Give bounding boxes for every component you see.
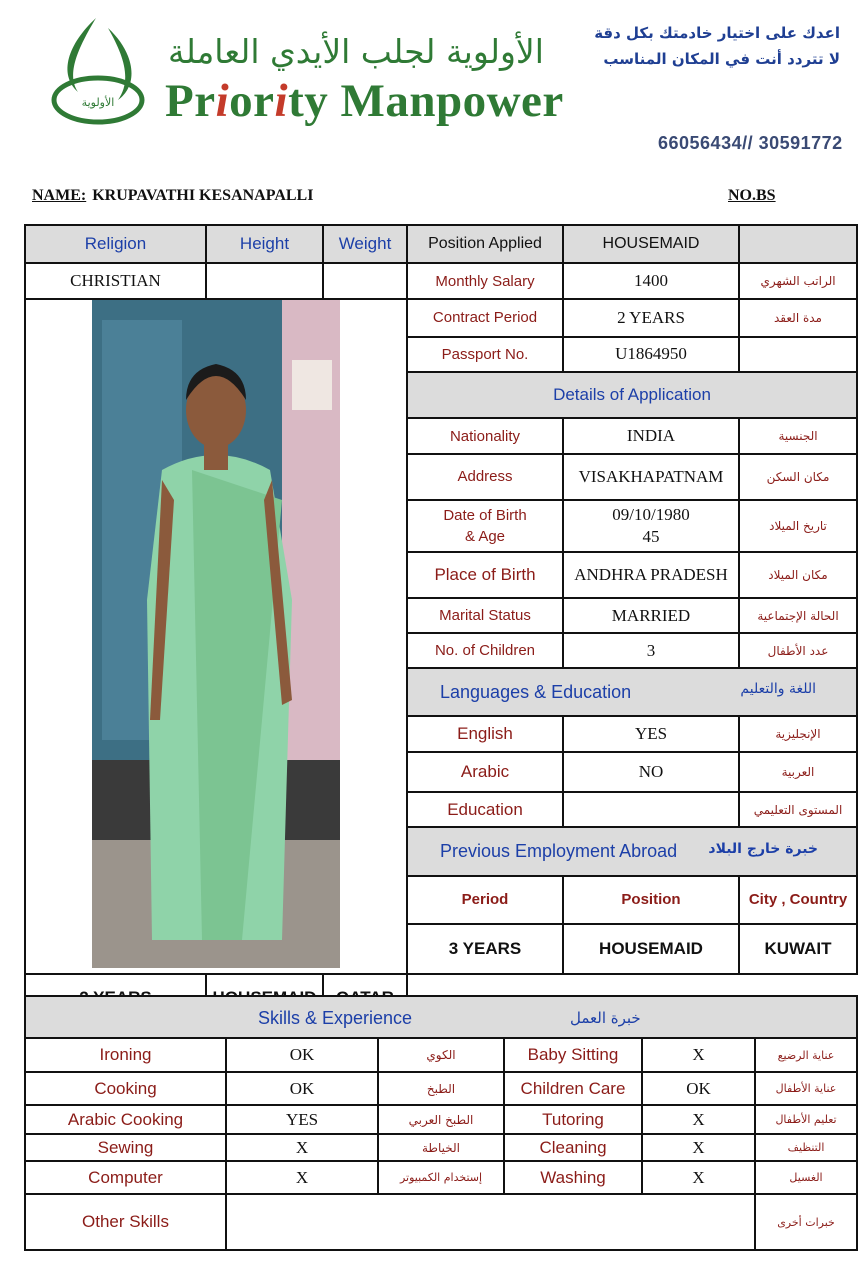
skill-row-value: OK xyxy=(226,1072,378,1105)
nationality-label: Nationality xyxy=(407,418,563,454)
employment-row: KUWAIT xyxy=(739,924,857,974)
english-label: English xyxy=(407,716,563,752)
skill-row-label: Children Care xyxy=(504,1072,642,1105)
weight-header: Weight xyxy=(323,225,407,263)
height-header: Height xyxy=(206,225,323,263)
period-column-header: Period xyxy=(407,876,563,924)
contract-label: Contract Period xyxy=(407,299,563,337)
skill-row-arabic: عناية الرضيع xyxy=(755,1038,857,1072)
applicant-name: NAME: KRUPAVATHI KESANAPALLI xyxy=(32,187,314,204)
application-table xyxy=(24,224,858,1022)
skill-row-arabic: التنظيف xyxy=(755,1134,857,1161)
skill-row-value: X xyxy=(642,1161,755,1194)
reference-label: NO.BS xyxy=(728,187,776,204)
marital-label: Marital Status xyxy=(407,598,563,633)
skills-table xyxy=(24,995,858,1251)
religion-value: CHRISTIAN xyxy=(25,263,206,299)
weight-value xyxy=(323,263,407,299)
english-value: YES xyxy=(563,716,739,752)
skill-row-value: OK xyxy=(226,1038,378,1072)
marital-label-arabic: الحالة الإجتماعية xyxy=(739,598,857,633)
logo-text: الأولوية xyxy=(81,96,115,109)
brand-name-arabic: الأولوية لجلب الأيدي العاملة xyxy=(168,32,544,71)
religion-header: Religion xyxy=(25,225,206,263)
position-column-header: Position xyxy=(563,876,739,924)
salary-label: Monthly Salary xyxy=(407,263,563,299)
education-label-arabic: المستوى التعليمي xyxy=(739,792,857,828)
skill-row-label: Computer xyxy=(25,1161,226,1194)
address-value: VISAKHAPATNAM xyxy=(563,454,739,500)
skill-row-arabic: الغسيل xyxy=(755,1161,857,1194)
brand-name-english: Priority Manpower xyxy=(165,75,564,127)
skill-row-label: Arabic Cooking xyxy=(25,1105,226,1134)
skill-row-arabic: الخياطة xyxy=(378,1134,504,1161)
languages-section-title: Languages & Education اللغة والتعليم xyxy=(407,668,857,716)
company-logo xyxy=(48,14,148,126)
location-column-header: City , Country xyxy=(739,876,857,924)
education-value xyxy=(563,792,739,828)
skill-row-label: Cleaning xyxy=(504,1134,642,1161)
skill-row-value: YES xyxy=(226,1105,378,1134)
nationality-label-arabic: الجنسية xyxy=(739,418,857,454)
skill-row-value: X xyxy=(642,1134,755,1161)
employment-row: HOUSEMAID xyxy=(563,924,739,974)
dob-label: Date of Birth & Age xyxy=(407,500,563,552)
skill-row-arabic: إستخدام الكمبيوتر xyxy=(378,1161,504,1194)
address-label-arabic: مكان السكن xyxy=(739,454,857,500)
skill-row-value: X xyxy=(642,1105,755,1134)
photo-cell xyxy=(25,299,407,974)
slogan: اعدك على اختيار خادمتك بكل دقة لا تتردد أنت في المكان المناسب xyxy=(594,24,840,68)
height-value xyxy=(206,263,323,299)
skills-section-title: Skills & Experience خبرة العمل xyxy=(25,996,857,1038)
skill-row-label: Washing xyxy=(504,1161,642,1194)
salary-label-arabic: الراتب الشهري xyxy=(739,263,857,299)
pob-label-arabic: مكان الميلاد xyxy=(739,552,857,598)
passport-label: Passport No. xyxy=(407,337,563,373)
english-label-arabic: الإنجليزية xyxy=(739,716,857,752)
skill-row-label: Baby Sitting xyxy=(504,1038,642,1072)
marital-value: MARRIED xyxy=(563,598,739,633)
education-label: Education xyxy=(407,792,563,828)
contract-label-arabic: مدة العقد xyxy=(739,299,857,337)
salary-value: 1400 xyxy=(563,263,739,299)
arabic-label: Arabic xyxy=(407,752,563,792)
other-skills-value xyxy=(226,1194,755,1250)
empty-cell xyxy=(739,337,857,373)
employment-row: 2 YEARS xyxy=(25,974,206,1021)
employment-section-title: Previous Employment Abroad خبرة خارج البلاد xyxy=(407,827,857,875)
passport-value: U1864950 xyxy=(563,337,739,373)
children-label: No. of Children xyxy=(407,633,563,669)
arabic-label-arabic: العربية xyxy=(739,752,857,792)
skill-row-arabic: الكوي xyxy=(378,1038,504,1072)
position-value: HOUSEMAID xyxy=(563,225,739,263)
skill-row-value: X xyxy=(642,1038,755,1072)
contract-value: 2 YEARS xyxy=(563,299,739,337)
skill-row-value: X xyxy=(226,1161,378,1194)
children-label-arabic: عدد الأطفال xyxy=(739,633,857,669)
nationality-value: INDIA xyxy=(563,418,739,454)
dob-value: 09/10/1980 45 xyxy=(563,500,739,552)
skill-row-label: Ironing xyxy=(25,1038,226,1072)
employment-row: HOUSEMAID xyxy=(206,974,323,1021)
details-section-title: Details of Application xyxy=(407,372,857,418)
skill-row-arabic: الطبخ العربي xyxy=(378,1105,504,1134)
dob-label-arabic: تاريخ الميلاد xyxy=(739,500,857,552)
skill-row-value: OK xyxy=(642,1072,755,1105)
pob-value: ANDHRA PRADESH xyxy=(563,552,739,598)
arabic-value: NO xyxy=(563,752,739,792)
skill-row-label: Tutoring xyxy=(504,1105,642,1134)
phone-numbers: 66056434// 30591772 xyxy=(658,133,843,153)
employment-row: QATAR xyxy=(323,974,407,1021)
position-label: Position Applied xyxy=(407,225,563,263)
other-skills-arabic: خبرات أخرى xyxy=(755,1194,857,1250)
address-label: Address xyxy=(407,454,563,500)
skill-row-arabic: عناية الأطفال xyxy=(755,1072,857,1105)
employment-row: 3 YEARS xyxy=(407,924,563,974)
children-value: 3 xyxy=(563,633,739,669)
pob-label: Place of Birth xyxy=(407,552,563,598)
skill-row-value: X xyxy=(226,1134,378,1161)
applicant-photo xyxy=(92,300,340,968)
empty-cell xyxy=(739,225,857,263)
other-skills-label: Other Skills xyxy=(25,1194,226,1250)
skill-row-arabic: الطبخ xyxy=(378,1072,504,1105)
skill-row-label: Sewing xyxy=(25,1134,226,1161)
skill-row-label: Cooking xyxy=(25,1072,226,1105)
skill-row-arabic: تعليم الأطفال xyxy=(755,1105,857,1134)
